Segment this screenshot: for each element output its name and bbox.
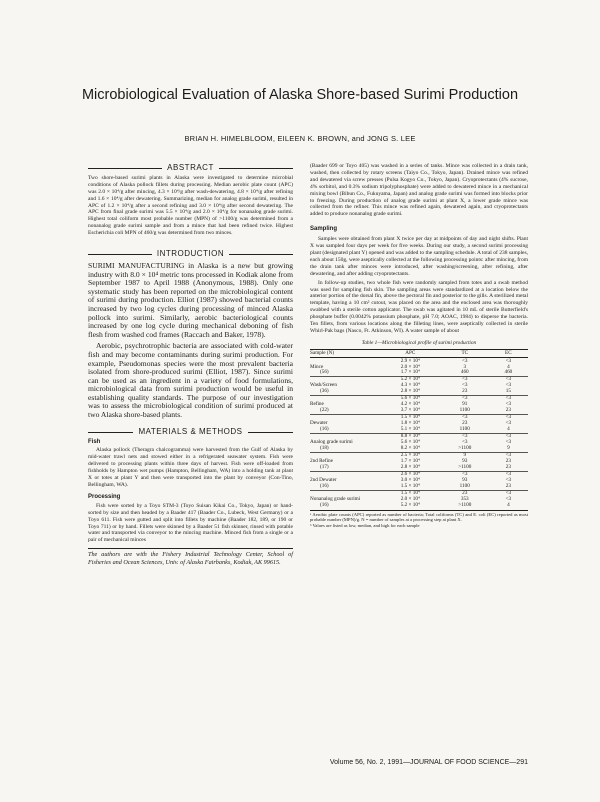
ec-cell: 23 [505,464,511,470]
methods-heading: MATERIALS & METHODS [138,426,243,436]
ec-cell: <3 [505,439,512,446]
article-authors: BRIAN H. HIMELBLOOM, EILEEN K. BROWN, and JONG S. LEE [184,134,416,143]
apc-cell: 3.0 × 10⁴ [400,476,420,483]
tc-cell: 1100 [459,426,470,433]
tc-cell: 93 [462,458,468,465]
sample-cell: Dewater [310,420,328,427]
apc-cell: 3.7 × 10⁴ [400,407,420,414]
sample-cell: (36) [320,388,329,395]
tc-cell: >1100 [458,464,472,470]
tc-cell: 3 [463,363,467,370]
apc-cell: 5.2 × 10⁴ [400,501,420,508]
apc-cell: 2.8 × 10⁴ [400,464,420,470]
ec-cell: <3 [505,395,512,402]
intro-paragraph-1: SURIMI MANUFACTURING in Alaska is a new but growing industry with 8.0 × 10⁴ metric tons processed in Kodiak alone from September 1987 to April 1988 (Anonymous, 1988). Only one systematic study has been reported on the microbiological content of surimi during production. Elliot (1987) showed bacterial counts increased by two log cycles during processing of minced Alaska pollock into surimi. Similarly, aerobic bacteriological counts increased by one log cycle during mechanical deboning of fish flesh from washed cod frames (Raccach and Baker, 1978). [88,260,293,339]
tc-cell: 9 [463,452,467,459]
ec-cell: <3 [505,420,512,427]
ec-cell: 4 [507,426,510,433]
table-header-row [310,349,528,358]
sample-cell: (16) [320,482,329,489]
sample-cell: 2nd Dewater [310,476,337,483]
tc-cell: <3 [461,376,468,383]
ec-cell: <3 [505,489,512,496]
ec-cell: 9 [507,445,510,452]
sample-cell: (17) [320,464,329,470]
processing-continued: (Baader 699 or Toyo 405) was washed in a series of tanks. Mince was collected in a drain tank, washed, then collected by rotary screens (Taiyo Co., Tokyo, Japan). Drained mince was refined and dewatered via screw presses (Pulsa Kogyo Co., Tokyo, Japan). Cryoprotectants (4% sucrose, 4% sorbitol, and 0.3% sodium tripolyphosphate) were added to dewatered mince in a mechanical mixing bowl (Bibun Co., Fukuyama, Japan) and analog grade surimi was formed into blocks prior to freezing. During production of analog grade surimi at plant X, a lower grade mince was collected from the refiner. This mince was refined again, dewatered again, and cryoprotectants added to produce nonanalog grade surimi. [310,163,528,218]
table-body [310,358,528,509]
left-column [88,165,293,566]
tc-cell: 91 [462,401,468,408]
ec-cell: <3 [505,452,512,459]
tc-cell: 23 [462,420,468,427]
heading-rule [248,432,293,433]
processing-subheading: Processing [88,493,121,500]
fish-subheading: Fish [88,438,101,445]
tc-cell: <3 [461,470,468,477]
table-footnotes [310,510,528,529]
apc-cell: 8.2 × 10⁴ [400,445,420,452]
apc-cell: 1.5 × 10⁴ [400,482,420,489]
ec-cell: 460 [504,369,513,376]
col-header-apc: APC [380,349,441,358]
methods-heading-row [88,426,293,436]
apc-cell: 2.0 × 10⁴ [400,495,420,502]
sampling-subheading: Sampling [310,226,338,233]
tc-cell: <3 [461,414,468,421]
intro-heading-row [88,251,293,258]
tc-cell: <3 [461,382,468,389]
page-footer: Volume 56, No. 2, 1991—JOURNAL OF FOOD SCIENCE—291 [329,759,528,766]
apc-cell: 2.5 × 10⁴ [400,452,420,459]
ec-cell: 23 [505,482,511,489]
apc-cell: 1.8 × 10⁴ [400,420,420,427]
sample-cell: Nonanalog grade surimi [310,495,361,502]
intro-paragraph-2: Aerobic, psychrotrophic bacteria are associated with cold-water fish and may become contaminants during surimi production. For example, Pseudomonas species were the most prevalent bacteria isolated from shore-produced surimi (Elliot, 1987). Since surimi can be used as an ingredient in a variety of food formulations, microbiological data from surimi production would be useful in establishing quality standards. The purpose of our investigation was to assess the microbiological condition of surimi produced at two Alaska shore-based plants. [88,341,293,420]
ec-cell: <3 [505,357,512,364]
sample-cell: (56) [320,369,329,376]
table-row [310,503,528,509]
tc-cell: 353 [460,495,469,502]
fish-paragraph: Alaska pollock (Theragra chalcogramma) were harvested from the Gulf of Alaska by mid-water trawl nets and stowed either in a refrigerated seawater system. Fish were delivered to processing plants within three days of harvest. Fish were off-loaded from fishholds by Hampton wet pumps (Hampton, Bellingham, WA) into a holding tank at plant X or totes at plant Y and then were transported into the plant by conveyor (Con-Tino, Bellingham, WA). [88,447,293,488]
abstract-heading-row [88,165,293,172]
ec-cell: 15 [505,388,511,395]
ec-cell: <3 [505,414,512,421]
sample-cell: 2nd Refine [310,458,333,465]
apc-cell: 4.3 × 10⁴ [400,382,420,389]
ec-cell: <3 [505,382,512,389]
heading-rule [88,254,152,255]
apc-cell: 5.2 × 10⁴ [400,376,420,383]
abstract-text: Two shore-based surimi plants in Alaska were investigated to determine microbial conditions of Alaska pollock fillets during processing. Median aerobic plate count (APC) was 2.0 × 10⁴/g after mincing, 4.3 × 10⁴/g after wash-dewatering, 4.8 × 10⁴/g after refining and 1.6 × 10⁴/g after dewatering. Summarizing, median for analog grade surimi, resulted in APC of 1.2 × 10⁴/g after a second refining and 3.0 × 10⁴/g after second dewatering. The APC from final grade surimi was 5.5 × 10⁴/g and 2.0 × 10⁴/g for nonanalog grade surimi. Highest total coliform most probable number (MPN) of >1100/g was determined from a nonanalog grade surimi sample and from a mince that had been refined twice. Highest Escherichia coli MPN of 460/g was determined from two minces. [88,174,293,237]
sample-cell: Refine [310,401,324,408]
apc-cell: 4.2 × 10⁴ [400,401,420,408]
tc-cell: >1100 [458,445,472,452]
sample-cell: Wash/Screen [310,382,337,389]
tc-cell: <3 [461,357,468,364]
apc-cell: 2.9 × 10⁴ [400,357,420,364]
heading-rule [88,432,133,433]
apc-cell: 5.1 × 10⁴ [400,426,420,433]
ec-cell: <3 [505,433,512,440]
tc-cell: 1100 [459,482,470,489]
ec-cell: 4 [507,501,510,508]
heading-rule [229,254,293,255]
table-footnote: ᵃ Aerobic plate counts (APC) reported as number of bacteria; Total coliforms (TC) and E. coli (EC) reported as most probable number (MPN)/g. N = number of samples at a processing step at plant X. [310,511,528,523]
col-header-tc: TC [441,349,489,358]
apc-cell: 2.8 × 10⁴ [400,388,420,395]
apc-cell: 1.5 × 10⁴ [400,489,420,496]
intro-heading: INTRODUCTION [156,249,225,259]
article-title: Microbiological Evaluation of Alaska Shore-based Surimi Production [81,87,519,103]
ec-cell: <3 [505,376,512,383]
col-header-ec: EC [489,349,528,358]
apc-cell: 2.6 × 10⁴ [400,470,420,477]
authors-note: The authors are with the Fishery Industrial Technology Center, School of Fisheries and Ocean Sciences, Univ. of Alaska Fairbanks, Kodiak, AK 99615. [88,551,293,566]
apc-cell: 2.0 × 10⁴ [400,363,420,370]
abstract-heading: ABSTRACT [167,163,214,172]
right-column [310,163,528,528]
col-header-sample: Sample (N) [310,349,380,358]
table-caption: Table 1—Microbiological profile of surimi production [361,339,477,346]
profile-table [310,349,528,509]
sample-cell: (18) [320,445,329,452]
tc-cell: <3 [461,433,468,440]
sampling-paragraph-1: Samples were obtained from plant X twice per day at midpoints of day and night shifts. Plant X was sampled four days per week for five weeks. During our study, a second surimi processing plant (designated plant Y) opened and was added to the sampling schedule. A total of 238 samples, each about 150g, were aseptically collected at the following processing points: after mincing, from the drain tank after minces were introduced, after washing/screening, after refining, after dewatering, and after adding cryoprotectants. [310,236,528,277]
apc-cell: 1.7 × 10⁴ [400,369,420,376]
tc-cell: 1100 [459,407,470,414]
table-1 [310,340,528,529]
tc-cell: >1100 [458,501,472,508]
sample-cell: Analog grade surimi [310,439,353,446]
apc-cell: 5.6 × 10⁴ [400,395,420,402]
apc-cell: 5.6 × 10⁴ [400,439,420,446]
sample-cell: (16) [320,501,329,508]
processing-paragraph: Fish were sorted by a Toyo STM-3 (Toyo Suisan Kikai Co., Tokyo, Japan) or hand-sorted by size and then headed by a Baader 417 (Baader Co., Lubeck, West Germany) or a Toyo 611. Fish were gutted and split into fillets by machine (Baader 182, 189, or 190 or Toyo 711) or by hand. Fillets were skinned by a Baader 51 fish skinner, rinsed with potable water and transported via conveyor to the mincing machine. Minced fish from a single or a pair of mechanical minces [88,502,293,544]
sampling-paragraph-2: In follow-up studies, two whole fish were randomly sampled from totes and a swab method was used for sampling fish skin. The sampling areas were standardized at a location below the anterior portion of the dorsal fin, above the pectoral fin and posterior to the gills. A sterilized metal template, having a 10 cm² cutout, was placed on the area and the enclosed area was thoroughly swabbed with a sterile cotton applicator. The swab was agitated in 10 mL of sterile Butterfield's phosphate buffer (0.0042% potassium phosphate, pH 7.0; AOAC, 1984) to disperse the bacteria. Ten fillets, from various locations along the filleting lines, were aseptically collected in sterile Whirl-Pak bags (Nasco, Ft. Atkinson, WI). A water sample of about [310,279,528,334]
ec-cell: <3 [505,470,512,477]
authors-note-box [88,548,293,566]
ec-cell: <3 [505,401,512,408]
tc-cell: 23 [462,388,468,395]
sample-cell: (22) [320,407,329,414]
apc-cell: 1.7 × 10⁴ [400,458,420,465]
ec-cell: 4 [507,363,510,370]
tc-cell: <3 [461,395,468,402]
table-footnote: ᵇ Values are listed as low, median, and high for each sample [310,522,420,528]
tc-cell: <3 [461,439,468,446]
apc-cell: 8.8 × 10⁴ [400,433,420,440]
apc-cell: 1.5 × 10⁴ [400,414,420,421]
sample-cell: Mince [310,363,324,370]
ec-cell: 23 [505,407,511,414]
tc-cell: 23 [462,489,468,496]
tc-cell: 460 [460,369,469,376]
ec-cell: <3 [505,495,512,502]
heading-rule [219,168,293,169]
heading-rule [88,168,162,169]
ec-cell: 23 [505,458,511,465]
ec-cell: <3 [505,476,512,483]
tc-cell: 93 [462,476,468,483]
sample-cell: (16) [320,426,329,433]
